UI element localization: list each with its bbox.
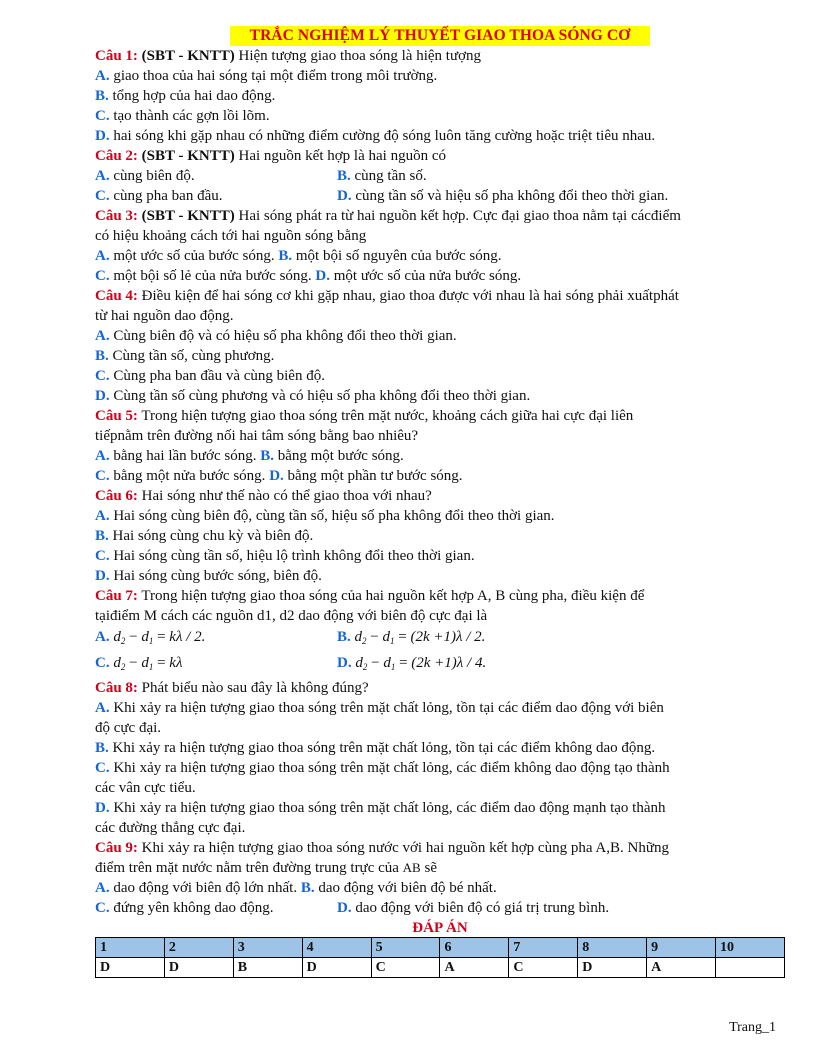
option-c — [95, 366, 785, 386]
option-letter: C. — [95, 188, 110, 204]
formula — [355, 629, 486, 645]
option-letter: D. — [337, 188, 352, 204]
answer-key-cell: B — [233, 958, 302, 978]
option-b — [337, 626, 485, 652]
question-label: Câu 1: — [95, 48, 138, 64]
answer-key-cell: C — [509, 958, 578, 978]
answer-key-cell: D — [164, 958, 233, 978]
option-c — [95, 898, 337, 918]
option-letter: D. — [315, 268, 331, 284]
option-c — [95, 186, 337, 206]
question-label: Câu 5: — [95, 408, 138, 424]
formula-sub: 1 — [389, 636, 395, 646]
option-text: một ước số của bước sóng. — [113, 248, 275, 264]
option-text: Cùng tần số, cùng phương. — [112, 348, 275, 364]
option-b — [95, 738, 785, 758]
answer-number-cell: 3 — [233, 938, 302, 958]
option-text-cont: các vân cực tiểu. — [95, 780, 196, 796]
option-d — [337, 186, 668, 206]
answer-key-cell: D — [302, 958, 371, 978]
option-text: một ước số của nửa bước sóng. — [333, 268, 522, 284]
option-letter: B. — [278, 248, 293, 264]
option-text: một bội số nguyên của bước sóng. — [295, 248, 502, 264]
question-source: (SBT - KNTT) — [141, 48, 235, 64]
formula-sub: 2 — [120, 662, 126, 672]
option-letter: A. — [95, 700, 110, 716]
option-text: Hai sóng cùng tần số, hiệu lộ trình không đổi theo thời gian. — [113, 548, 475, 564]
option-letter: D. — [95, 800, 110, 816]
option-d — [95, 126, 785, 146]
option-text: giao thoa của hai sóng tại một điểm trong môi trường. — [113, 68, 438, 84]
option-text: Hai sóng cùng chu kỳ và biên độ. — [112, 528, 314, 544]
answer-number-cell: 5 — [371, 938, 440, 958]
options-row — [95, 446, 785, 466]
formula-op: − — [125, 629, 142, 645]
formula-op: − — [367, 655, 384, 671]
formula-var: d — [382, 629, 390, 645]
option-text: dao động với biên độ có giá trị trung bình. — [355, 900, 610, 916]
option-text: dao động với biên độ lớn nhất. — [113, 880, 298, 896]
option-text: Khi xảy ra hiện tượng giao thoa sóng trên mặt chất lỏng, tồn tại các điểm không dao động. — [112, 740, 656, 756]
option-letter: C. — [95, 655, 110, 671]
answer-key-cell: D — [96, 958, 165, 978]
option-letter: B. — [95, 740, 109, 756]
option-text: bằng hai lần bước sóng. — [113, 448, 257, 464]
option-letter: B. — [260, 448, 274, 464]
option-letter: C. — [95, 548, 110, 564]
option-letter: C. — [95, 760, 110, 776]
option-text: cùng biên độ. — [113, 168, 195, 184]
option-c — [95, 652, 337, 678]
answers-key-row — [96, 958, 785, 978]
formula-op: = — [394, 629, 411, 645]
page-number: Trang_1 — [729, 1020, 776, 1035]
options-row — [95, 266, 785, 286]
answer-number-cell: 2 — [164, 938, 233, 958]
formula-sub: 1 — [148, 636, 154, 646]
question-text: AB — [402, 860, 421, 875]
formula-var: d — [141, 655, 149, 671]
formula-var: d — [355, 655, 363, 671]
option-d — [337, 898, 609, 918]
option-b — [95, 526, 785, 546]
formula-var: d — [354, 629, 363, 645]
question-5 — [95, 406, 785, 426]
option-text: Khi xảy ra hiện tượng giao thoa sóng trên mặt chất lỏng, các điểm dao động mạnh tạo thành — [113, 800, 666, 816]
option-a — [95, 698, 785, 718]
option-letter: A. — [95, 880, 110, 896]
question-text: Trong hiện tượng giao thoa sóng trên mặt nước, khoảng cách giữa hai cực đại liên — [141, 408, 634, 424]
question-3 — [95, 206, 785, 226]
options-row — [95, 246, 785, 266]
option-text: cùng pha ban đầu. — [113, 188, 223, 204]
option-text: đứng yên không dao động. — [113, 900, 274, 916]
question-text: điểm trên mặt nước nằm trên đường trung trực của — [95, 860, 399, 876]
answer-number-cell: 4 — [302, 938, 371, 958]
option-letter: C. — [95, 368, 110, 384]
formula-op: = — [395, 655, 412, 671]
formula — [355, 655, 486, 671]
formula-var: d — [113, 655, 121, 671]
formula-var: d — [141, 629, 149, 645]
option-text: cùng tần số. — [354, 168, 427, 184]
document-page — [95, 26, 785, 978]
question-text-cont — [95, 858, 785, 878]
option-a — [95, 166, 337, 186]
formula-op: = — [153, 629, 170, 645]
option-text: Khi xảy ra hiện tượng giao thoa sóng trên mặt chất lỏng, tồn tại các điểm dao động với biên — [113, 700, 664, 716]
option-letter: A. — [95, 508, 110, 524]
option-c — [95, 106, 785, 126]
option-letter: B. — [95, 88, 109, 104]
option-text: tổng hợp của hai dao động. — [112, 88, 276, 104]
formula-sub: 1 — [390, 662, 396, 672]
question-source: (SBT - KNTT) — [141, 208, 235, 224]
formula-rhs: (2k +1)λ / 2. — [410, 629, 486, 645]
question-label: Câu 6: — [95, 488, 138, 504]
question-8 — [95, 678, 785, 698]
answer-number-cell: 6 — [440, 938, 509, 958]
option-letter: B. — [95, 528, 109, 544]
question-text: Hai sóng phát ra từ hai nguồn kết hợp. Cực đại giao thoa nằm tại cácđiểm — [238, 208, 681, 224]
option-letter: A. — [95, 248, 110, 264]
answers-title: ĐÁP ÁN — [412, 920, 468, 936]
option-letter: D. — [95, 568, 110, 584]
question-text-cont: có hiệu khoảng cách tới hai nguồn sóng bằng — [95, 228, 367, 244]
question-label: Câu 8: — [95, 680, 138, 696]
options-row — [95, 878, 785, 898]
option-d — [95, 798, 785, 818]
option-letter: C. — [95, 900, 110, 916]
option-letter: D. — [337, 655, 352, 671]
formula-sub: 2 — [362, 662, 368, 672]
option-text: bằng một nửa bước sóng. — [113, 468, 266, 484]
formula-rhs: kλ — [169, 655, 183, 671]
question-9 — [95, 838, 785, 858]
option-text: một bội số lẻ của nửa bước sóng. — [113, 268, 312, 284]
option-d — [337, 652, 486, 678]
answer-key-cell — [716, 958, 785, 978]
question-text-cont: tiếpnằm trên đường nối hai tâm sóng bằng bao nhiêu? — [95, 428, 419, 444]
question-label: Câu 2: — [95, 148, 138, 164]
options-row — [95, 898, 785, 918]
option-a — [95, 66, 785, 86]
option-letter: A. — [95, 168, 110, 184]
option-a — [95, 326, 785, 346]
answer-number-cell: 7 — [509, 938, 578, 958]
document-title: TRẮC NGHIỆM LÝ THUYẾT GIAO THOA SÓNG CƠ — [230, 26, 650, 46]
answer-number-cell: 1 — [96, 938, 165, 958]
question-source: (SBT - KNTT) — [141, 148, 235, 164]
option-letter: B. — [337, 629, 351, 645]
option-letter: C. — [95, 468, 110, 484]
option-text: Hai sóng cùng bước sóng, biên độ. — [113, 568, 322, 584]
option-text-cont: các đường thẳng cực đại. — [95, 820, 246, 836]
question-4 — [95, 286, 785, 306]
option-text: hai sóng khi gặp nhau có những điểm cường độ sóng luôn tăng cường hoặc triệt tiêu nhau. — [113, 128, 656, 144]
formula-rhs: (2k +1)λ / 4. — [411, 655, 487, 671]
formula — [113, 629, 205, 645]
option-text: Hai sóng cùng biên độ, cùng tần số, hiệu số pha không đổi theo thời gian. — [113, 508, 555, 524]
answers-number-row — [96, 938, 785, 958]
options-row — [95, 166, 785, 186]
formula-var: d — [383, 655, 391, 671]
option-letter: A. — [95, 448, 110, 464]
option-text: tạo thành các gợn lồi lõm. — [113, 108, 270, 124]
question-2 — [95, 146, 785, 166]
option-text: Cùng biên độ và có hiệu số pha không đổi theo thời gian. — [113, 328, 457, 344]
answer-number-cell: 8 — [578, 938, 647, 958]
option-letter: D. — [337, 900, 352, 916]
question-text-cont: tạiđiểm M cách các nguồn d1, d2 dao động với biên độ cực đại là — [95, 608, 488, 624]
answer-number-cell: 9 — [647, 938, 716, 958]
question-text: sẽ — [424, 860, 437, 876]
option-d — [95, 386, 785, 406]
answer-key-cell: A — [647, 958, 716, 978]
options-row — [95, 186, 785, 206]
option-letter: A. — [95, 328, 110, 344]
option-text: Cùng tần số cùng phương và có hiệu số pha không đổi theo thời gian. — [113, 388, 531, 404]
question-label: Câu 3: — [95, 208, 138, 224]
option-b — [337, 166, 427, 186]
option-letter: D. — [95, 128, 110, 144]
option-a — [95, 506, 785, 526]
answer-key-cell: A — [440, 958, 509, 978]
option-b — [95, 346, 785, 366]
option-text: Khi xảy ra hiện tượng giao thoa sóng trên mặt chất lỏng, các điểm không dao động tạo thành — [113, 760, 670, 776]
option-letter: C. — [95, 268, 110, 284]
formula-sub: 1 — [148, 662, 154, 672]
option-text: dao động với biên độ bé nhất. — [318, 880, 497, 896]
option-letter: A. — [95, 68, 110, 84]
question-text-cont: từ hai nguồn dao động. — [95, 308, 234, 324]
formula-sub: 2 — [362, 636, 367, 646]
option-text: Cùng pha ban đầu và cùng biên độ. — [113, 368, 325, 384]
question-label: Câu 7: — [95, 588, 138, 604]
option-letter: D. — [269, 468, 284, 484]
question-text: Khi xảy ra hiện tượng giao thoa sóng nước với hai nguồn kết hợp cùng pha A,B. Những — [141, 840, 669, 856]
options-row — [95, 652, 785, 678]
formula — [113, 655, 182, 671]
formula-rhs: kλ / 2. — [169, 629, 206, 645]
question-text: Trong hiện tượng giao thoa sóng của hai nguồn kết hợp A, B cùng pha, điều kiện để — [141, 588, 645, 604]
option-text: cùng tần số và hiệu số pha không đổi theo thời gian. — [355, 188, 669, 204]
formula-var: d — [113, 629, 121, 645]
option-text: bằng một phần tư bước sóng. — [287, 468, 463, 484]
formula-op: = — [153, 655, 170, 671]
answer-key-cell: C — [371, 958, 440, 978]
question-text: Hiện tượng giao thoa sóng là hiện tượng — [238, 48, 482, 64]
option-a — [95, 626, 337, 652]
answer-key-cell: D — [578, 958, 647, 978]
formula-sub: 2 — [120, 636, 126, 646]
question-1 — [95, 46, 785, 66]
option-text: bằng một bước sóng. — [277, 448, 404, 464]
formula-op: − — [125, 655, 142, 671]
option-letter: B. — [337, 168, 351, 184]
option-text-cont: độ cực đại. — [95, 720, 162, 736]
answer-number-cell: 10 — [716, 938, 785, 958]
option-letter: C. — [95, 108, 110, 124]
question-text: Điều kiện để hai sóng cơ khi gặp nhau, giao thoa được với nhau là hai sóng phải xuấtphát — [141, 288, 679, 304]
question-text: Phát biểu nào sau đây là không đúng? — [141, 680, 369, 696]
question-7 — [95, 586, 785, 606]
option-letter: D. — [95, 388, 110, 404]
question-text: Hai sóng như thế nào có thể giao thoa với nhau? — [141, 488, 432, 504]
option-d — [95, 566, 785, 586]
option-c — [95, 546, 785, 566]
question-text: Hai nguồn kết hợp là hai nguồn có — [238, 148, 446, 164]
answers-table — [95, 937, 785, 978]
question-6 — [95, 486, 785, 506]
option-letter: A. — [95, 629, 110, 645]
option-letter: B. — [300, 880, 315, 896]
option-letter: B. — [95, 348, 109, 364]
option-b — [95, 86, 785, 106]
option-c — [95, 758, 785, 778]
options-row — [95, 466, 785, 486]
formula-op: − — [366, 629, 383, 645]
options-row — [95, 626, 785, 652]
question-label: Câu 4: — [95, 288, 138, 304]
question-label: Câu 9: — [95, 840, 138, 856]
